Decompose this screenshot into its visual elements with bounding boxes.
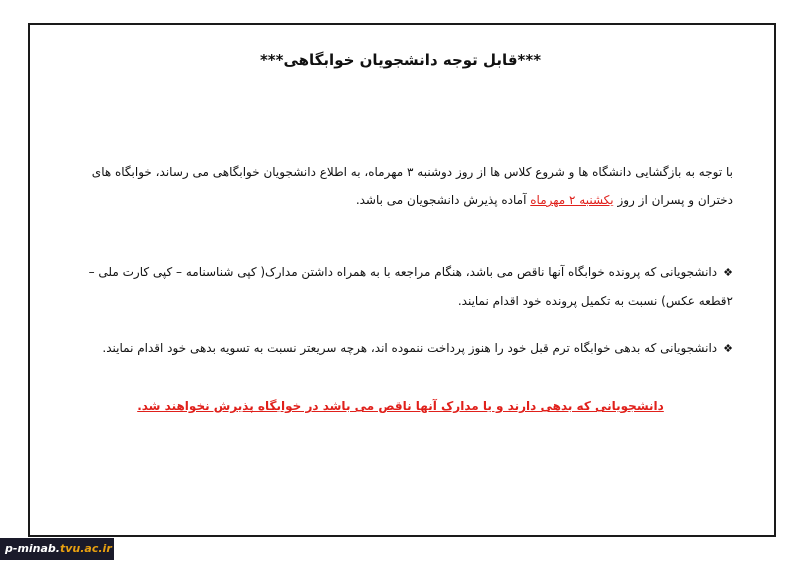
diamond-bullet-icon: ❖ <box>723 266 733 279</box>
warning-notice: دانشجویانی که بدهی دارند و یا مدارک آنها ناقص می باشد در خوابگاه پذیرش نخواهند شد. <box>137 399 664 413</box>
paragraph-text-1: با توجه به بازگشایی دانشگاه ها و شروع کلاس ها از روز دوشنبه ۳ مهرماه، به اطلاع دانشجویان خوابگاهی می رساند، خوابگاه های دختران و پسران از روز <box>91 165 733 207</box>
diamond-bullet-icon: ❖ <box>723 342 733 355</box>
highlighted-date: یکشنبه ۲ مهرماه <box>530 193 614 207</box>
bullet-text: دانشجویانی که بدهی خوابگاه ترم قبل خود را هنوز پرداخت ننموده اند، هرچه سریعتر نسبت به تسویه بدهی خود اقدام نمایند. <box>102 341 718 355</box>
site-watermark <box>0 538 114 560</box>
bullet-item-incomplete-files <box>73 258 733 315</box>
watermark-prefix: p-minab. <box>5 542 60 555</box>
paragraph-text-2: آماده پذیرش دانشجویان می باشد. <box>355 193 531 207</box>
bullet-text: دانشجویانی که پرونده خوابگاه آنها ناقص می باشد، هنگام مراجعه با به همراه داشتن مدارک( کپی شناسنامه – کپی کارت ملی – ۲قطعه عکس) نسبت به تکمیل پرونده خود اقدام نمایند. <box>88 265 733 308</box>
page-title: ***قابل توجه دانشجویان خوابگاهی*** <box>259 51 542 69</box>
watermark-domain: tvu.ac.ir <box>59 542 112 555</box>
bullet-item-debts <box>73 334 733 363</box>
announcement-paragraph <box>73 158 733 214</box>
